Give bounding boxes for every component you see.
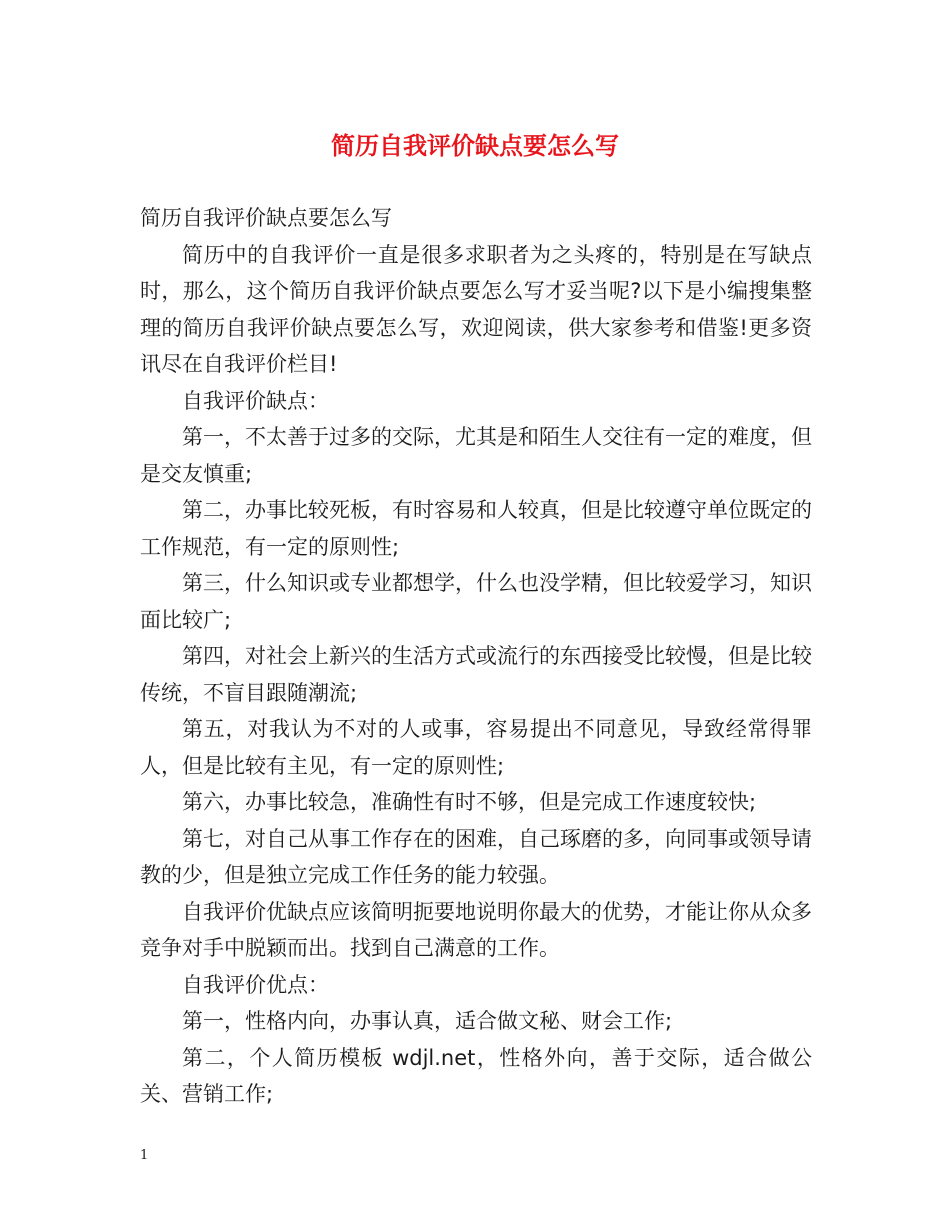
body-paragraph: 第二，个人简历模板 wdjl.net，性格外向，善于交际，适合做公关、营销工作; xyxy=(140,1045,812,1106)
body-paragraph: 简历中的自我评价一直是很多求职者为之头疼的，特别是在写缺点时，那么，这个简历自我评价缺点要怎么写才妥当呢?以下是小编搜集整理的简历自我评价缺点要怎么写，欢迎阅读，供大家参考和借鉴!更多资讯尽在自我评价栏目! xyxy=(140,242,812,376)
body-paragraph: 第四，对社会上新兴的生活方式或流行的东西接受比较慢，但是比较传统，不盲目跟随潮流; xyxy=(140,644,812,705)
document-title: 简历自我评价缺点要怎么写 xyxy=(331,131,619,160)
body-paragraph: 第一，不太善于过多的交际，尤其是和陌生人交往有一定的难度，但是交友慎重; xyxy=(140,425,812,486)
body-paragraph: 简历自我评价缺点要怎么写 xyxy=(140,206,392,230)
body-paragraph: 自我评价优点： xyxy=(182,972,329,997)
body-paragraph: 自我评价缺点： xyxy=(182,388,329,413)
page-number: 1 xyxy=(140,1148,149,1163)
body-paragraph: 第五，对我认为不对的人或事，容易提出不同意见，导致经常得罪人，但是比较有主见，有一定的原则性; xyxy=(140,717,812,778)
body-paragraph: 第二，办事比较死板，有时容易和人较真，但是比较遵守单位既定的工作规范，有一定的原则性; xyxy=(140,498,812,559)
body-paragraph: 第一，性格内向，办事认真，适合做文秘、财会工作; xyxy=(182,1009,673,1033)
body-paragraph: 第七，对自己从事工作存在的困难，自己琢磨的多，向同事或领导请教的少，但是独立完成工作任务的能力较强。 xyxy=(140,826,812,887)
body-paragraph: 自我评价优缺点应该简明扼要地说明你最大的优势，才能让你从众多竞争对手中脱颖而出。找到自己满意的工作。 xyxy=(140,899,812,960)
body-paragraph: 第三，什么知识或专业都想学，什么也没学精，但比较爱学习，知识面比较广; xyxy=(140,571,812,632)
document-body xyxy=(140,200,812,1113)
body-paragraph: 第六，办事比较急，准确性有时不够，但是完成工作速度较快; xyxy=(182,790,757,814)
